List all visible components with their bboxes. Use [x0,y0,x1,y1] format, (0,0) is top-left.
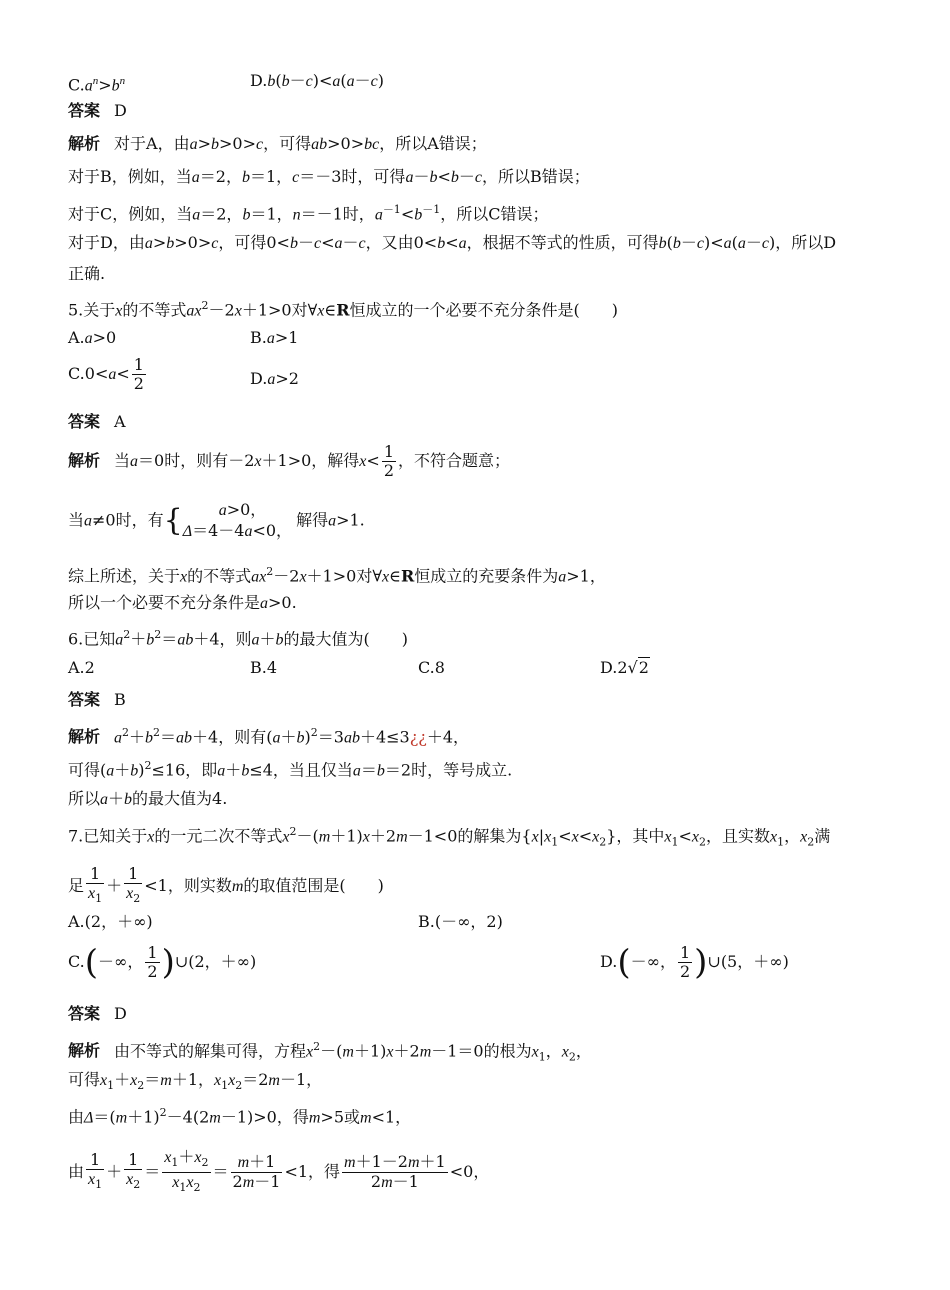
q7-option-b: B.(－∞，2) [418,912,503,931]
q6-option-a: A.2 [68,658,95,677]
q5-analysis-4: 所以一个必要不充分条件是a>0. [68,593,297,612]
q5-option-c: C.0<a< $\frac{1}{2}$ [68,355,144,393]
q5-analysis-2: 当a≠0时，有{ a>0， Δ＝4－4a<0， 解得a>1. [68,500,365,540]
q7-option-a: A.(2，＋∞) [68,912,153,931]
q7-analysis-1: 解析 由不等式的解集可得，方程$x^2-(m+1)x+2m-1=0$的根为$x_1$，$x_2$， [68,1040,592,1064]
q6-option-d: D.2√2 [600,658,649,677]
q7-stem-2: 足 $\frac{1}{x_1}$ ＋ $\frac{1}{x_2}$ <1，则实数m的取值范围是( ) [68,864,384,906]
q6-analysis-3: 所以a＋b的最大值为4. [68,789,228,808]
q4-analysis-4: 对于D，由a>b>0>c，可得0<b－c<a－c，又由0<b<a，根据不等式的性质，可得b(b－c)<a(a－c)，所以D [68,233,837,252]
q4-analysis-2: 对于B，例如，当a＝2，b＝1，c＝－3时，可得a－b<b－c，所以B错误； [68,167,590,186]
q5-stem: 5.关于x的不等式$ax^2-2x+1>0$对∀x∈R恒成立的一个必要不充分条件是( ) [68,299,618,320]
q6-option-b: B.4 [250,658,278,677]
q5-option-a: A.a>0 [68,328,117,347]
q6-analysis-2: 可得$(a+b)^2\le 16$，即a＋b≤4，当且仅当a＝b＝2时，等号成立. [68,759,513,780]
q7-answer: 答案 D [68,1004,127,1023]
q6-answer: 答案 B [68,690,126,709]
q4-option-c: $C.a^n>b^n$ [68,75,126,95]
q7-analysis-4: 由 $\frac{1}{x_1}$ ＋ $\frac{1}{x_2}$ ＝ $\frac{x_1+x_2}{x_1x_2}$ ＝ $\frac{m+1}{2m-1}$ <1，得 $\frac{m+1-2m+1}{2m-1}$ <0， [68,1147,490,1195]
q5-option-b: B.a>1 [250,328,299,347]
q7-analysis-3: 由$\Delta=(m+1)^2-4(2m-1)>0$，得m>5或m<1， [68,1106,412,1127]
q4-answer: 答案 D [68,101,127,120]
q5-answer: 答案 A [68,412,126,431]
q4-analysis-3: 对于C，例如，当a＝2，b＝1，n＝－1时，$a^{-1}<b^{-1}$，所以C错误； [68,203,549,224]
q6-option-c: C.8 [418,658,445,677]
q5-analysis-3: 综上所述，关于x的不等式$ax^2-2x+1>0$对∀x∈R恒成立的充要条件为a>1， [68,565,606,586]
q5-analysis-1: 解析 当a＝0时，则有－2x＋1>0，解得x< $\frac{1}{2}$ ，不符合题意； [68,442,511,480]
q5-option-d: D.a>2 [250,369,299,388]
q4-analysis-5: 正确. [68,264,106,283]
q7-option-d: D.(－∞， $\frac{1}{2}$ )∪(5，＋∞) [600,942,789,983]
q7-stem-1: 7.已知关于x的一元二次不等式$x^2-(m+1)x+2m-1<0$的解集为$\{x|x_1<x<x_2\}$，其中$x_1<x_2$，且实数$x_1$，$x_2$满 [68,825,831,849]
q4-analysis-1: 解析 对于A，由a>b>0>c，可得ab>0>bc，所以A错误； [68,134,487,153]
q4-option-d: D.b(b－c)<a(a－c) [250,71,384,90]
q6-analysis-1: 解析 $a^2+b^2=ab+4$，则有$(a+b)^2=3ab+4\le 3¿¿+4$， [68,726,470,747]
q6-stem: 6.已知$a^2+b^2=ab+4$，则a＋b的最大值为( ) [68,628,409,649]
q7-option-c: C.(－∞， $\frac{1}{2}$ )∪(2，＋∞) [68,942,257,983]
q7-analysis-2: 可得$x_1+x_2=m+1$，$x_1x_2=2m-1$， [68,1070,323,1093]
